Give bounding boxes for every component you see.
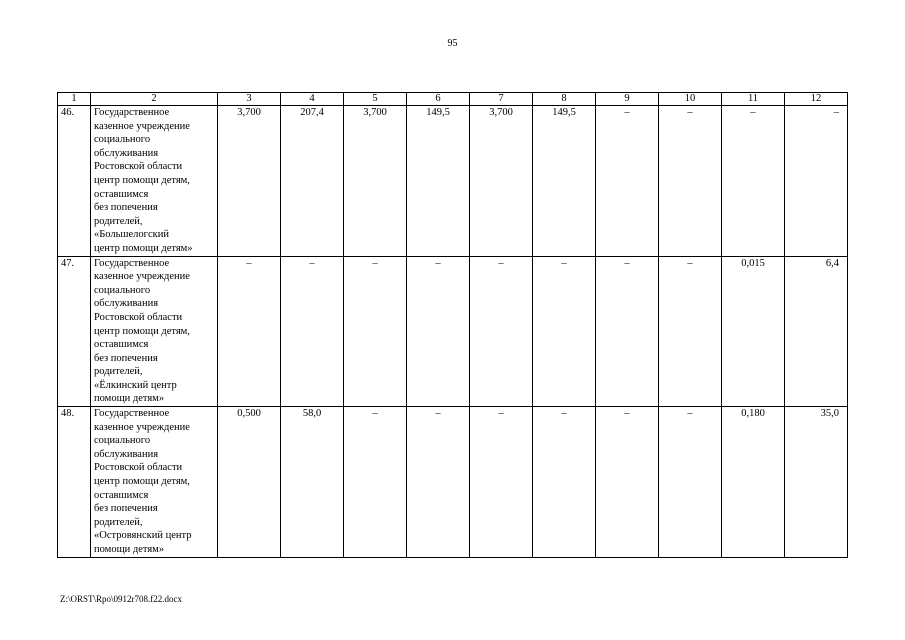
column-header: 5 <box>344 93 407 106</box>
value-cell: 3,700 <box>344 106 407 257</box>
institution-name-line: Государственное <box>94 257 170 269</box>
column-header: 8 <box>533 93 596 106</box>
value-cell: – <box>785 106 848 257</box>
value-cell: – <box>218 256 281 407</box>
institution-name-line: Государственное <box>94 408 170 420</box>
column-header: 9 <box>596 93 659 106</box>
column-header: 10 <box>659 93 722 106</box>
institution-name-line: социального <box>94 284 151 296</box>
institution-name-line: обслуживания <box>94 298 159 310</box>
column-header: 11 <box>722 93 785 106</box>
institution-name-line: казенное учреждение <box>94 271 190 283</box>
page-number: 95 <box>447 38 458 49</box>
institution-name-line: оставшимся <box>94 188 149 200</box>
value-cell: – <box>470 407 533 558</box>
value-cell: – <box>344 256 407 407</box>
value-cell: 35,0 <box>785 407 848 558</box>
row-number: 48. <box>58 407 91 558</box>
institution-name-line: центр помощи детям, <box>94 174 190 186</box>
value-cell: – <box>596 256 659 407</box>
institution-name-line: Государственное <box>94 107 170 118</box>
table-row <box>58 407 848 558</box>
institution-name-line: казенное учреждение <box>94 120 190 132</box>
institution-name-line: центр помощи детям, <box>94 325 190 337</box>
value-cell: 0,180 <box>722 407 785 558</box>
value-cell: – <box>407 407 470 558</box>
value-cell: 149,5 <box>407 106 470 257</box>
institution-name-line: «Островянский центр <box>94 530 192 542</box>
institution-name-line: оставшимся <box>94 339 149 351</box>
value-cell: – <box>533 256 596 407</box>
institution-name-line: родителей, <box>94 215 143 227</box>
value-cell: – <box>659 106 722 257</box>
institution-name-line: оставшимся <box>94 489 149 501</box>
row-number: 46. <box>58 106 91 257</box>
institution-name-line: родителей, <box>94 366 143 378</box>
file-path-footer: Z:\ORST\Rpo\0912r708.f22.docx <box>60 594 182 604</box>
value-cell: – <box>344 407 407 558</box>
value-cell: – <box>281 256 344 407</box>
institution-name <box>91 407 218 558</box>
value-cell: 58,0 <box>281 407 344 558</box>
value-cell: 149,5 <box>533 106 596 257</box>
value-cell: 3,700 <box>470 106 533 257</box>
column-header: 12 <box>785 93 848 106</box>
column-header: 4 <box>281 93 344 106</box>
institution-name-line: Ростовской области <box>94 462 183 474</box>
column-header: 7 <box>470 93 533 106</box>
column-header: 3 <box>218 93 281 106</box>
column-header: 2 <box>91 93 218 106</box>
institution-name <box>91 256 218 407</box>
institution-name-line: центр помощи детям» <box>94 242 193 254</box>
institution-name-line: казенное учреждение <box>94 421 190 433</box>
column-header: 6 <box>407 93 470 106</box>
value-cell: 6,4 <box>785 256 848 407</box>
institution-name-line: Ростовской области <box>94 311 183 323</box>
value-cell: – <box>659 407 722 558</box>
institution-name-line: родителей, <box>94 516 143 528</box>
value-cell: – <box>596 407 659 558</box>
column-number-row <box>58 93 848 106</box>
value-cell: – <box>470 256 533 407</box>
row-number: 47. <box>58 256 91 407</box>
data-table <box>57 92 848 558</box>
institution-name-line: обслуживания <box>94 448 159 460</box>
value-cell: – <box>533 407 596 558</box>
value-cell: – <box>407 256 470 407</box>
institution-name-line: Ростовской области <box>94 161 183 173</box>
value-cell: 3,700 <box>218 106 281 257</box>
institution-name-line: помощи детям» <box>94 544 165 555</box>
institution-name-line: социального <box>94 435 151 447</box>
institution-name-line: «Большелогский <box>94 229 169 241</box>
institution-name-line: центр помощи детям, <box>94 476 190 488</box>
institution-name-line: «Ёлкинский центр <box>94 379 177 391</box>
institution-name-line: обслуживания <box>94 147 159 159</box>
value-cell: 207,4 <box>281 106 344 257</box>
table-row <box>58 106 848 257</box>
institution-name-line: социального <box>94 134 151 146</box>
value-cell: 0,015 <box>722 256 785 407</box>
institution-name <box>91 106 218 257</box>
institution-name-line: без попечения <box>94 503 158 515</box>
institution-name-line: без попечения <box>94 202 158 214</box>
value-cell: – <box>722 106 785 257</box>
value-cell: 0,500 <box>218 407 281 558</box>
column-header: 1 <box>58 93 91 106</box>
value-cell: – <box>659 256 722 407</box>
institution-name-line: помощи детям» <box>94 393 165 405</box>
institution-name-line: без попечения <box>94 352 158 364</box>
table-row <box>58 256 848 407</box>
value-cell: – <box>596 106 659 257</box>
